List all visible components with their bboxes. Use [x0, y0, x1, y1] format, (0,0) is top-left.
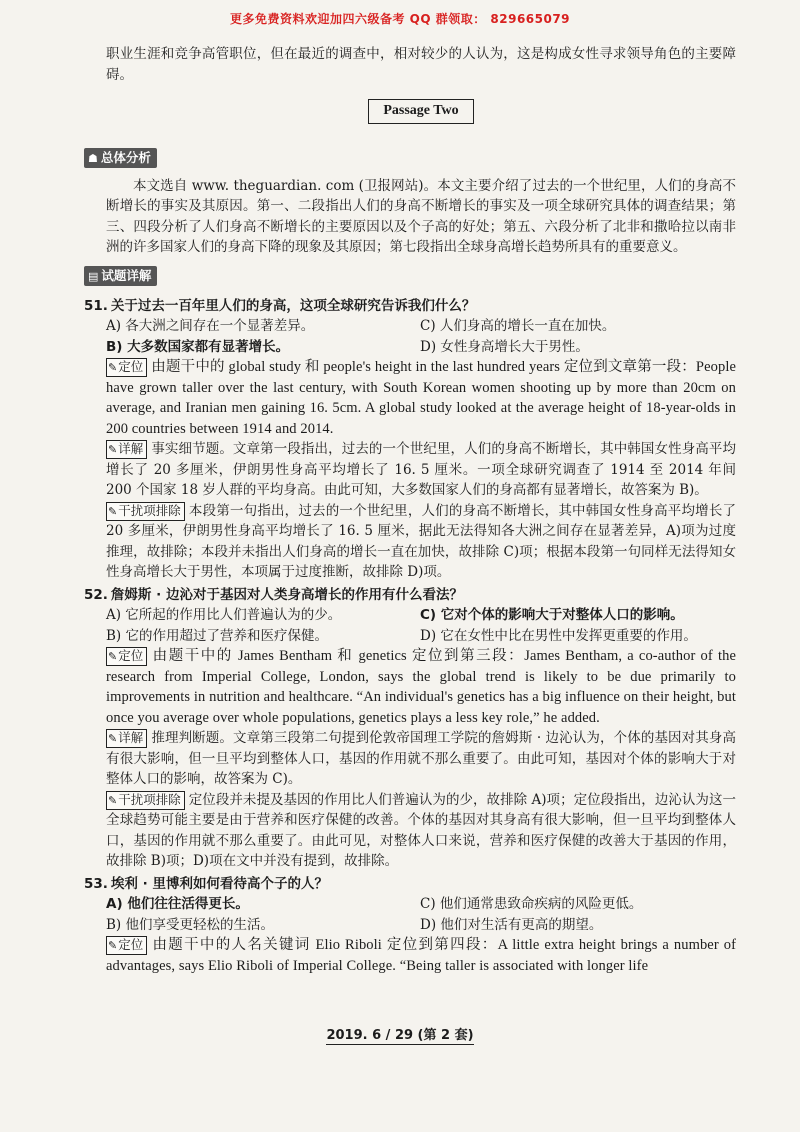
explain-label: 详解 — [118, 441, 144, 456]
question-51 — [84, 296, 736, 317]
locate-badge — [106, 936, 147, 955]
intro-paragraph: 职业生涯和竞争高管职位，但在最近的调查中，相对较少的人认为，这是构成女性寻求领导角色的主要障碍。 — [106, 46, 736, 83]
tag-person-icon: ☗ — [88, 151, 98, 165]
locate-badge — [106, 358, 147, 377]
question-53 — [84, 874, 736, 895]
pen-icon: ✎ — [108, 793, 118, 807]
explain-label: 详解 — [118, 730, 144, 745]
explain-badge — [106, 729, 147, 748]
locate-label: 定位 — [118, 359, 144, 374]
question-number: 51. — [84, 297, 108, 314]
distract-badge — [106, 502, 185, 521]
overview-tag-label: 总体分析 — [100, 149, 151, 165]
passage-title: Passage Two — [368, 99, 474, 124]
option-c: C) 它对个体的影响大于对整体人口的影响。 — [420, 607, 684, 623]
distract-text: 定位段并未提及基因的作用比人们普遍认为的少，故排除 A)项；定位段指出，边沁认为这一全球趋势可能主要是由于营养和医疗保健的改善。个体的基因对其身高有很大影响，但一旦平均到整体人口，基因的作用就不那么重要了。由此可见，对整体人口来说，营养和医疗保健的改善大于基因的作用，故排除 B)项；D)项在文中并没有提到，故排除。 — [106, 791, 736, 869]
option-b: B) 它的作用超过了营养和医疗保健。 — [106, 627, 328, 644]
options-51 — [106, 316, 736, 357]
option-b: B) 大多数国家都有显著增长。 — [106, 338, 290, 355]
question-stem: 詹姆斯 · 边沁对于基因对人类身高增长的作用有什么看法？ — [110, 586, 463, 603]
explain-badge — [106, 440, 147, 459]
explain-text: 推理判断题。文章第三段第二句提到伦敦帝国理工学院的詹姆斯 · 边沁认为，个体的基因对其身高有很大影响，但一旦平均到整体人口，基因的作用就不那么重要了。由此可知，基因对个体的影响大于对整体人口的影响，故答案为 C)。 — [106, 730, 736, 787]
locate-label: 定位 — [118, 937, 144, 952]
question-52 — [84, 585, 736, 606]
option-d: D) 它在女性中比在男性中发挥更重要的作用。 — [420, 627, 697, 644]
question-number: 52. — [84, 586, 108, 603]
tag-book-icon: ▤ — [88, 269, 99, 283]
option-d: D) 女性身高增长大于男性。 — [420, 338, 589, 355]
distract-label: 干扰项排除 — [118, 502, 181, 518]
overview-paragraph: 本文选自 www. theguardian. com (卫报网站)。本文主要介绍了过去的一个世纪里，人们的身高不断增长的事实及其原因。第一、二段指出人们的身高不断增长的事实及一项全球研究具体的调查结果；第三、四段分析了人们身高不断增长的主要原因以及个子高的好处；第五、六段分析了北非和撒哈拉以南非洲的许多国家人们的身高下降的现象及其原因；第七段指出全球身高增长趋势所具有的重要意义。 — [106, 177, 736, 255]
pen-icon: ✎ — [108, 504, 118, 518]
explain-text: 事实细节题。文章第一段指出，过去的一个世纪里，人们的身高不断增长，其中韩国女性身高平均增长了 20 多厘米，伊朗男性身高平均增长了 16. 5 厘米。一项全球研究调查了 1914 至 2014 年间 200 个国家 18 岁人群的平均身高。由此可知，大多数国家人们的身高都有显著增长，故答案为 B)。 — [106, 441, 736, 498]
option-a: A) 他们往往活得更长。 — [106, 896, 249, 912]
pen-icon: ✎ — [108, 732, 118, 745]
footer-text: 2019. 6 / 29 (第 2 套) — [326, 1028, 474, 1043]
distract-label: 干扰项排除 — [118, 791, 181, 807]
option-c: C) 人们身高的增长一直在加快。 — [420, 318, 616, 334]
distract-52 — [106, 790, 736, 872]
option-a: A) 各大洲之间存在一个显著差异。 — [106, 318, 315, 334]
pen-icon: ✎ — [108, 650, 118, 663]
pen-icon: ✎ — [108, 443, 118, 456]
explain-51 — [106, 439, 736, 501]
locate-text: 由题干中的人名关键词 Elio Riboli 定位到第四段：A little extra height brings a number of advantages, says Elio Riboli of Imperial College. “Being taller is associated with longer life — [106, 937, 736, 974]
pen-icon: ✎ — [108, 361, 118, 374]
locate-badge — [106, 647, 147, 666]
question-number: 53. — [84, 875, 108, 892]
explain-52 — [106, 728, 736, 790]
options-52 — [106, 605, 736, 646]
distract-51 — [106, 501, 736, 583]
main-content — [84, 44, 736, 976]
overview-tag — [84, 148, 157, 168]
option-d: D) 他们对生活有更高的期望。 — [420, 916, 603, 933]
detail-tag-label: 试题详解 — [101, 267, 152, 283]
page-footer — [0, 1024, 800, 1043]
locate-53 — [106, 935, 736, 976]
locate-52 — [106, 646, 736, 728]
distract-text: 本段第一句指出，过去的一个世纪里，人们的身高不断增长，其中韩国女性身高平均增长了 20 多厘米，伊朗男性身高平均增长了 16. 5 厘米，据此无法得知各大洲之间存在显著差异，A)项为过度推理，故排除；本段并未指出人们身高的增长一直在加快，故排除 C)项；根据本段第一句同样无法得知女性身高增长大于男性，本项属于过度推断，故排除 D)项。 — [106, 502, 736, 580]
locate-label: 定位 — [118, 648, 144, 663]
options-53 — [106, 894, 736, 935]
option-c: C) 他们通常患致命疾病的风险更低。 — [420, 896, 643, 912]
option-a: A) 它所起的作用比人们普遍认为的少。 — [106, 607, 342, 623]
question-stem: 埃利 · 里博利如何看待高个子的人？ — [110, 875, 328, 892]
locate-text: 由题干中的 global study 和 people's height in the last hundred years 定位到文章第一段：People have grown taller over the last century, with South Korean women shooting up by more than 20cm on average, and Iranian men gaining 16. 5cm. A global study looked at the average height of 18-year-olds in 200 countries between 1914 and 2014. — [106, 359, 736, 437]
promo-banner: 更多免费资料欢迎加四六级备考 QQ 群领取： 829665079 — [229, 12, 571, 26]
locate-text: 由题干中的 James Bentham 和 genetics 定位到第三段：James Bentham, a co-author of the research from Imperial College, London, says the global trend is likely to be due primarily to improvements in nutrition and healthcare. “An individual's genetics has a big influence on their height, but once you average over whole populations, genetics plays a less key role,” he added. — [106, 648, 736, 726]
distract-badge — [106, 791, 185, 810]
option-b: B) 他们享受更轻松的生活。 — [106, 916, 274, 933]
locate-51 — [106, 357, 736, 439]
question-stem: 关于过去一百年里人们的身高，这项全球研究告诉我们什么？ — [110, 297, 476, 314]
detail-tag — [84, 266, 157, 286]
pen-icon: ✎ — [108, 939, 118, 952]
